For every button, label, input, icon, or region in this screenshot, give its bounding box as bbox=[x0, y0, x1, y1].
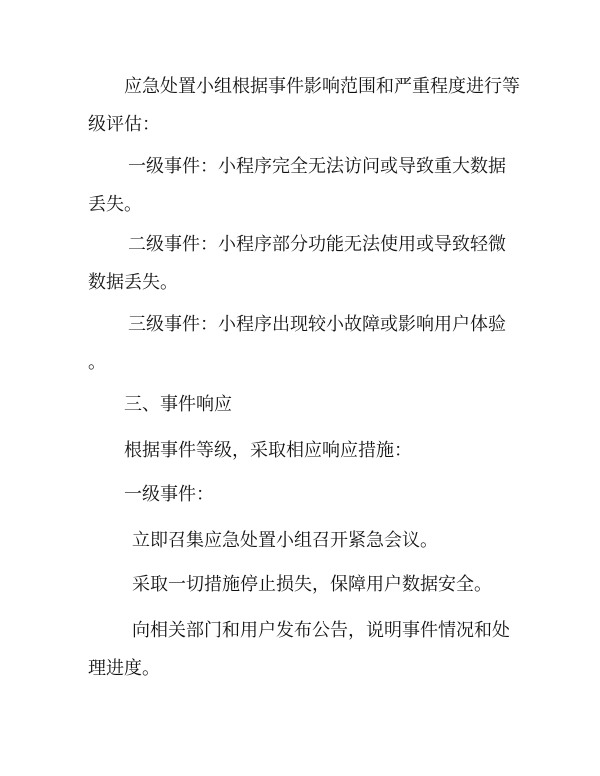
text-line: 级评估： bbox=[88, 114, 160, 135]
section-heading-response bbox=[88, 386, 528, 424]
paragraph-level-one-label bbox=[88, 476, 528, 514]
paragraph-action-stop-loss bbox=[88, 566, 528, 604]
text-line: 数据丢失。 bbox=[88, 272, 178, 293]
paragraph-assessment-intro bbox=[88, 68, 528, 144]
text-line: 理进度。 bbox=[88, 658, 160, 679]
text-line: 向相关部门和用户发布公告，说明事件情况和处 bbox=[132, 620, 510, 641]
text-line: 一级事件： bbox=[124, 484, 214, 505]
text-line: 采取一切措施停止损失，保障用户数据安全。 bbox=[132, 574, 492, 595]
text-line: 三级事件：小程序出现较小故障或影响用户体验 bbox=[128, 314, 506, 335]
text-line: 一级事件：小程序完全无法访问或导致重大数据 bbox=[128, 156, 506, 177]
paragraph-response-intro bbox=[88, 432, 528, 470]
text-line: 立即召集应急处置小组召开紧急会议。 bbox=[132, 530, 438, 551]
text-line: 应急处置小组根据事件影响范围和严重程度进行等 bbox=[124, 76, 520, 97]
paragraph-action-announce bbox=[88, 612, 528, 688]
text-line: 根据事件等级，采取相应响应措施： bbox=[124, 440, 412, 461]
text-line: 三、事件响应 bbox=[124, 394, 232, 415]
paragraph-level-one bbox=[88, 148, 528, 224]
text-line: 丢失。 bbox=[88, 194, 142, 215]
paragraph-action-meeting bbox=[88, 522, 528, 560]
text-line: 二级事件：小程序部分功能无法使用或导致轻微 bbox=[128, 234, 506, 255]
text-line: 。 bbox=[88, 352, 106, 373]
paragraph-level-three bbox=[88, 306, 528, 382]
paragraph-level-two bbox=[88, 226, 528, 302]
